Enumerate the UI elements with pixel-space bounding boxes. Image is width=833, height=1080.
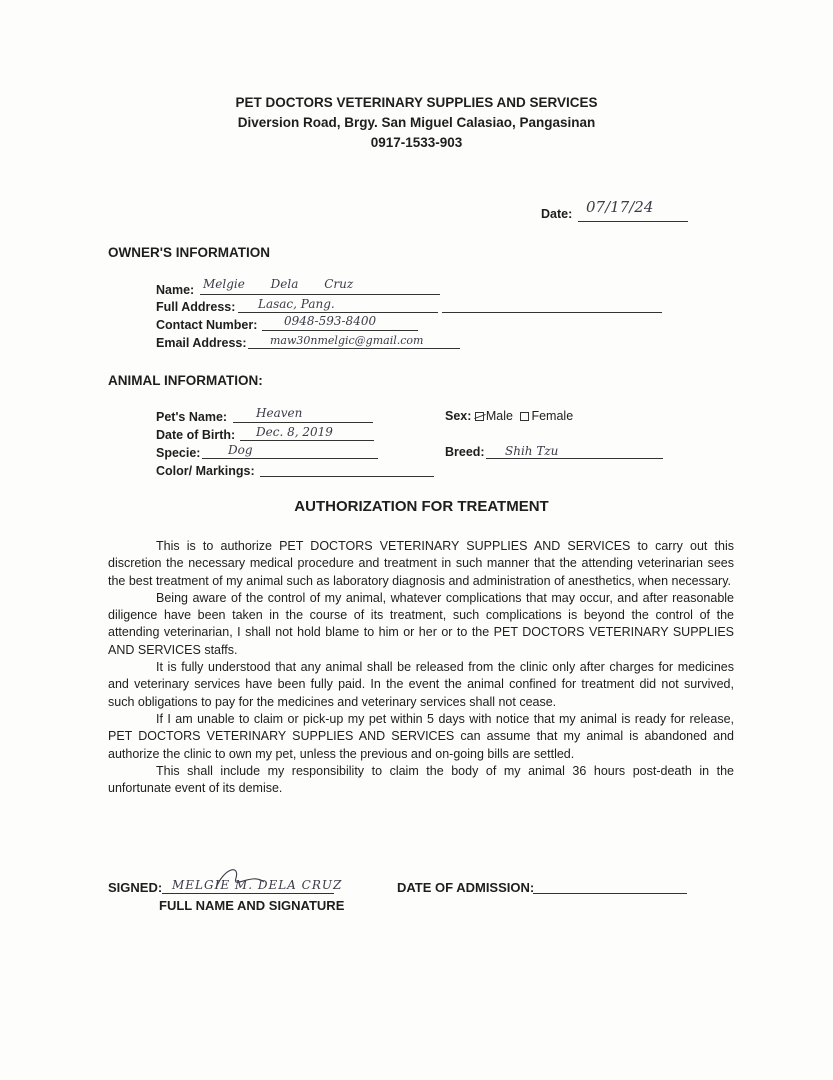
pet-name-value: Heaven [256, 406, 303, 420]
owner-address-line [238, 312, 438, 313]
specie-label: Specie: [156, 446, 201, 460]
owner-section-title: OWNER'S INFORMATION [108, 245, 270, 260]
sex-field [445, 409, 573, 423]
owner-email-value: maw30nmelgic@gmail.com [270, 334, 424, 347]
owner-contact-label: Contact Number: [156, 318, 258, 332]
dob-label: Date of Birth: [156, 428, 236, 442]
authorization-title: AUTHORIZATION FOR TREATMENT [294, 498, 549, 515]
clinic-address: Diversion Road, Brgy. San Miguel Calasiao, Pangasinan [237, 115, 596, 130]
date-line [578, 221, 688, 222]
signed-label: SIGNED: [108, 880, 163, 895]
sex-male-checkbox[interactable] [475, 412, 484, 421]
breed-line [486, 458, 663, 459]
color-line [260, 476, 434, 477]
authorization-paragraph-5: This shall include my responsibility to claim the body of my animal 36 hours post-death in the unfortunate event of its demise. [108, 763, 734, 796]
clinic-name: PET DOCTORS VETERINARY SUPPLIES AND SERVICES [235, 95, 598, 110]
owner-address-line-2 [442, 312, 662, 313]
authorization-paragraph-3: It is fully understood that any animal shall be released from the clinic only after charges for medicines and veterinary services have been fully paid. In the event the animal confined for treatment did not survived, such obligations to pay for the medicines and veterinary services shall not cease. [108, 660, 734, 709]
owner-contact-value: 0948-593-8400 [284, 314, 377, 328]
signature-caption: FULL NAME AND SIGNATURE [159, 898, 345, 913]
animal-section-title: ANIMAL INFORMATION: [108, 373, 263, 388]
owner-email-line [248, 348, 460, 349]
owner-address-label: Full Address: [156, 300, 236, 314]
owner-name-value: Melgie Dela Cruz [203, 277, 354, 291]
sex-male-label: Male [485, 409, 513, 423]
sex-label: Sex: [445, 409, 472, 423]
admission-date-line [533, 893, 687, 894]
owner-name-label: Name: [156, 283, 195, 297]
dob-line [240, 440, 374, 441]
authorization-body [108, 538, 734, 797]
color-label: Color/ Markings: [156, 464, 255, 478]
pet-name-label: Pet's Name: [156, 410, 228, 424]
specie-line [202, 458, 378, 459]
admission-date-label: DATE OF ADMISSION: [397, 880, 535, 895]
breed-label: Breed: [445, 445, 485, 459]
owner-address-value: Lasac, Pang. [258, 297, 335, 311]
authorization-paragraph-2: Being aware of the control of my animal, whatever complications that may occur, and after reasonable diligence have been taken in the course of its treatment, such complications is beyond the control of the attending veterinarian, I shall not hold blame to him or her or to the PET DOCTORS VETERINARY SUPPLIES AND SERVICES staffs. [108, 590, 734, 657]
signature-line [162, 893, 334, 894]
clinic-phone: 0917-1533-903 [370, 135, 463, 150]
date-value: 07/17/24 [586, 198, 654, 216]
sex-female-checkbox[interactable] [520, 412, 529, 421]
specie-value: Dog [228, 443, 253, 457]
owner-name-line [200, 294, 440, 295]
breed-value: Shih Tzu [505, 444, 559, 458]
owner-contact-line [262, 330, 418, 331]
signature-value: MELGIE M. DELA CRUZ [172, 878, 343, 892]
dob-value: Dec. 8, 2019 [256, 425, 333, 439]
authorization-paragraph-4: If I am unable to claim or pick-up my pet within 5 days with notice that my animal is ready for release, PET DOCTORS VETERINARY SUPPLIES AND SERVICES can assume that my animal is abandoned and authorize the clinic to own my pet, unless the previous and on-going bills are settled. [108, 711, 734, 761]
owner-email-label: Email Address: [156, 336, 247, 350]
pet-name-line [233, 422, 373, 423]
sex-female-label: Female [531, 409, 574, 423]
authorization-paragraph-1: This is to authorize PET DOCTORS VETERINARY SUPPLIES AND SERVICES to carry out this discretion the necessary medical procedure and treatment in such manner that the attending veterinarian sees the best treatment of my animal such as laboratory diagnosis and administration of anesthetics, when necessary. [108, 539, 734, 588]
date-label: Date: [541, 207, 573, 221]
